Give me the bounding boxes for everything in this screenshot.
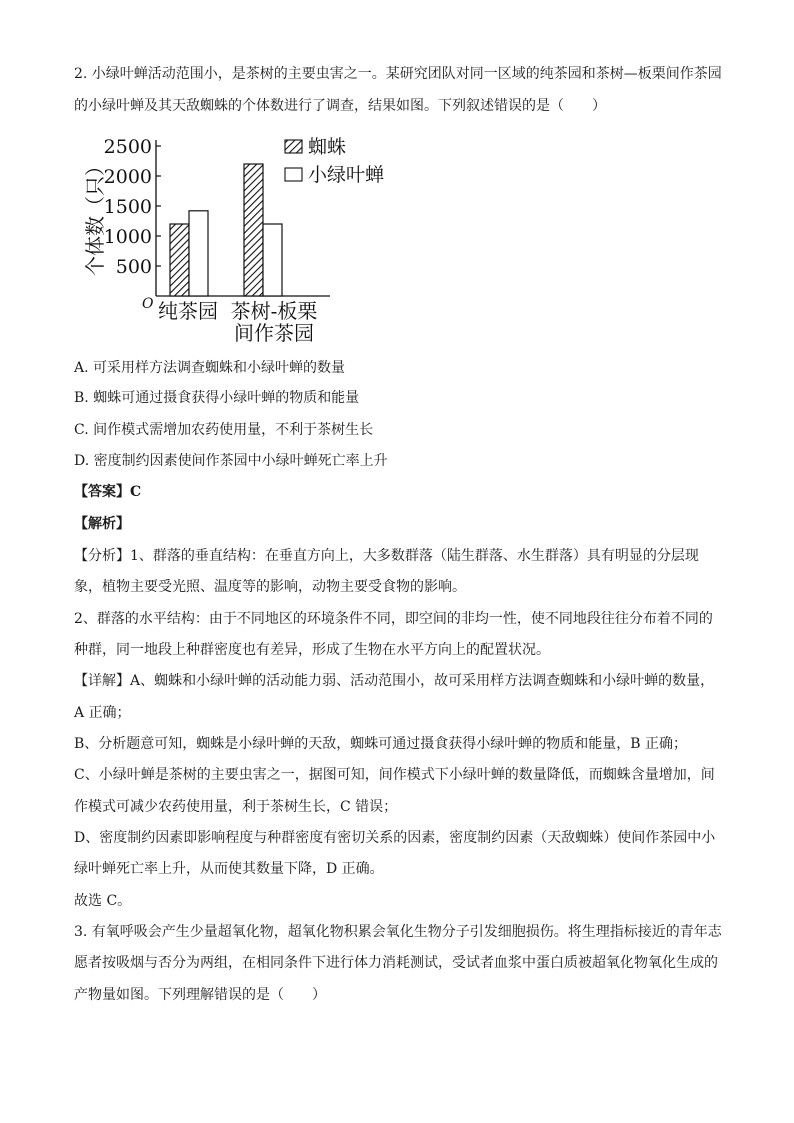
analysis-line: 作模式可减少农药使用量，利于茶树生长，C 错误；: [74, 799, 398, 815]
y-tick-label: 1000: [103, 226, 152, 248]
analysis-line: 【分析】1、群落的垂直结构：在垂直方向上，大多数群落（陆生群落、水生群落）具有明显的分层现: [74, 548, 699, 564]
q2-stem-line2: 的小绿叶蝉及其天敌蜘蛛的个体数进行了调查，结果如图。下列叙述错误的是（ ）: [74, 98, 606, 114]
category-label: 茶树-板栗: [230, 299, 318, 323]
y-tick-label: 1500: [103, 196, 152, 218]
analysis-line: 2、群落的水平结构：由于不同地区的环境条件不同，即空间的非均一性，使不同地段往往分布着不同的: [74, 611, 713, 627]
bar-leafhopper: [189, 211, 208, 296]
analysis-line: B、分析题意可知，蜘蛛是小绿叶蝉的天敌，蜘蛛可通过摄食获得小绿叶蝉的物质和能量，B 正确；: [74, 736, 688, 752]
analysis-label: 【解析】: [74, 516, 130, 532]
analysis-line: 象，植物主要受光照、温度等的影响，动物主要受食物的影响。: [74, 579, 466, 595]
analysis-line: 种群，同一地段上种群密度也有差异，形成了生物在水平方向上的配置状况。: [74, 642, 550, 658]
y-tick-label: 2000: [103, 166, 152, 188]
bar-leafhopper: [263, 224, 282, 296]
category-label: 间作茶园: [234, 321, 314, 345]
q3-stem-line: 3. 有氧呼吸会产生少量超氧化物，超氧化物积累会氧化生物分子引发细胞损伤。将生理指标接近的青年志: [74, 924, 722, 940]
q2-option-b[interactable]: B. 蜘蛛可通过摄食获得小绿叶蝉的物质和能量: [74, 390, 360, 406]
analysis-line: C、小绿叶蝉是茶树的主要虫害之一，据图可知，间作模式下小绿叶蝉的数量降低，而蜘蛛含量增加，间: [74, 767, 715, 783]
legend-swatch: [285, 168, 302, 181]
analysis-line: 【详解】A、蜘蛛和小绿叶蝉的活动能力弱、活动范围小，故可采用样方法调查蜘蛛和小绿叶蝉的数量，: [74, 673, 715, 689]
legend-swatch: [285, 140, 302, 153]
y-tick-label: 2500: [103, 136, 152, 158]
q2-bar-chart: [80, 128, 420, 348]
origin-label: O: [142, 296, 154, 312]
y-axis-label: 个体数（只）: [83, 156, 107, 276]
q3-stem-line: 愿者按吸烟与否分为两组，在相同条件下进行体力消耗测试，受试者血浆中蛋白质被超氧化物氧化生成的: [74, 955, 718, 971]
q2-option-d[interactable]: D. 密度制约因素使间作茶园中小绿叶蝉死亡率上升: [74, 453, 388, 469]
answer-label: 【答案】C: [74, 484, 142, 500]
legend-label: 蜘蛛: [308, 136, 347, 158]
bar-spider: [244, 164, 263, 296]
q3-stem-line: 产物量如图。下列理解错误的是（ ）: [74, 987, 326, 1003]
q2-option-c[interactable]: C. 间作模式需增加农药使用量，不利于茶树生长: [74, 422, 374, 438]
y-tick-label: 500: [115, 256, 152, 278]
bar-spider: [170, 224, 189, 296]
q2-option-a[interactable]: A. 可采用样方法调查蜘蛛和小绿叶蝉的数量: [74, 360, 346, 376]
analysis-line: 故选 C。: [74, 893, 132, 909]
analysis-line: 绿叶蝉死亡率上升，从而使其数量下降，D 正确。: [74, 861, 384, 877]
legend-label: 小绿叶蝉: [308, 164, 385, 186]
analysis-line: D、密度制约因素即影响程度与种群密度有密切关系的因素，密度制约因素（天敌蜘蛛）使间作茶园中小: [74, 830, 716, 846]
q2-stem-line1: 2. 小绿叶蝉活动范围小，是茶树的主要虫害之一。某研究团队对同一区域的纯茶园和茶树—板栗间作茶园: [74, 66, 722, 82]
analysis-line: A 正确；: [74, 705, 131, 721]
category-label: 纯茶园: [158, 299, 218, 323]
